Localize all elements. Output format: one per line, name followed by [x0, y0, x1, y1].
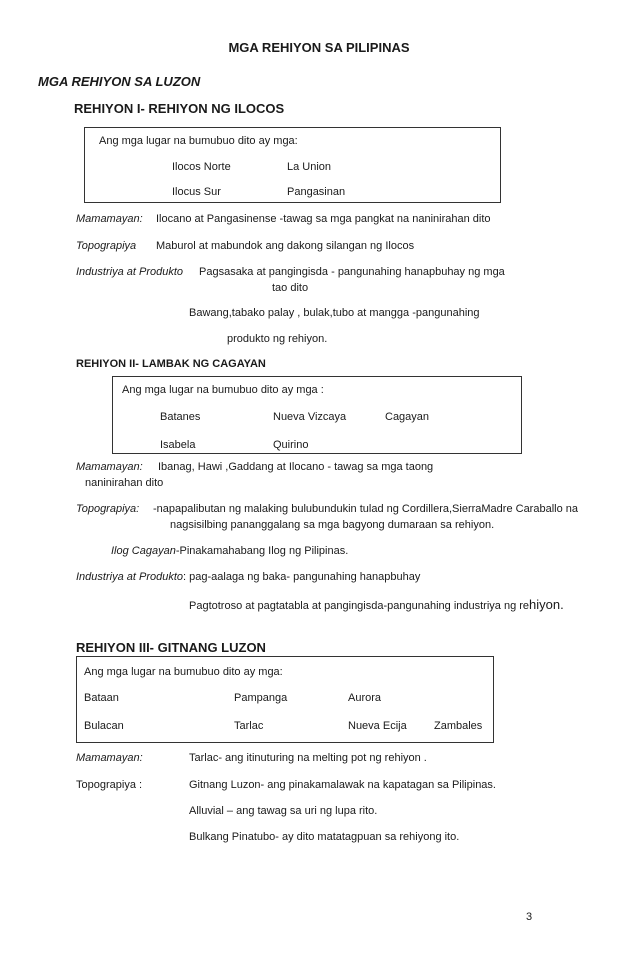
region-2-topo-label: Topograpiya: [76, 503, 140, 515]
region-3-place: Pampanga [234, 692, 288, 704]
region-2-industriya-label: Industriya at Produkto [76, 571, 184, 583]
region-2-mamamayan-label: Mamamayan: [76, 461, 143, 473]
region-1-place: Ilocos Norte [172, 161, 231, 173]
region-1-produkto-text: Bawang,tabako palay , bulak,tubo at mangga -pangunahing [189, 307, 480, 319]
region-3-place: Zambales [434, 720, 483, 732]
region-2-places-box [112, 376, 522, 454]
region-3-place: Bulacan [84, 720, 124, 732]
region-3-box-intro: Ang mga lugar na bumubuo dito ay mga: [84, 666, 283, 678]
region-3-mamamayan-label: Mamamayan: [76, 752, 143, 764]
region-3-alluvial-text: Alluvial – ang tawag sa uri ng lupa rito. [189, 805, 378, 817]
region-1-heading: REHIYON I- REHIYON NG ILOCOS [74, 101, 285, 116]
region-1-industriya-text: Pagsasaka at pangingisda - pangunahing hanapbuhay ng mga [199, 266, 505, 278]
region-2-industriya-text: : pag-aalaga ng baka- pangunahing hanapbuhay [183, 571, 421, 583]
region-1-place: Ilocus Sur [172, 186, 221, 198]
region-2-ilog-line [111, 545, 348, 557]
region-2-place: Nueva Vizcaya [273, 411, 347, 423]
region-3-heading: REHIYON III- GITNANG LUZON [76, 640, 266, 655]
region-2-place: Isabela [160, 439, 196, 451]
region-3-mamamayan-text: Tarlac- ang itinuturing na melting pot ng rehiyon . [189, 752, 427, 764]
region-2-mamamayan-text: Ibanag, Hawi ,Gaddang at Ilocano - tawag sa mga taong [158, 461, 434, 473]
region-2-place: Quirino [273, 439, 309, 451]
region-2-ilog-text: -Pinakamahabang Ilog ng Pilipinas. [175, 545, 349, 557]
region-1-place: Pangasinan [287, 186, 346, 198]
region-2-industriya-text-2a: Pagtotroso at pagtatabla at pangingisda-pangunahing industriya ng re [189, 600, 530, 612]
region-2-industriya-line [76, 571, 420, 583]
page-title: MGA REHIYON SA PILIPINAS [228, 40, 410, 55]
region-1-topo-label: Topograpiya [76, 240, 137, 252]
region-1-mamamayan-label: Mamamayan: [76, 213, 143, 225]
region-2-industriya-line-2 [189, 597, 564, 612]
region-2-mamamayan-text-2: naninirahan dito [85, 477, 164, 489]
region-2-topo-text-2: nagsisilbing pananggalang sa mga bagyong dumaraan sa rehiyon. [170, 519, 495, 531]
region-3-place: Aurora [348, 692, 382, 704]
region-3-place: Nueva Ecija [348, 720, 407, 732]
region-1-topo-text: Maburol at mabundok ang dakong silangan ng Ilocos [156, 240, 415, 252]
region-1-place: La Union [287, 161, 332, 173]
region-1-produkto-text-2: produkto ng rehiyon. [227, 333, 328, 345]
region-2-heading: REHIYON II- LAMBAK NG CAGAYAN [76, 358, 266, 370]
region-1-places-box [84, 127, 501, 203]
page-number: 3 [526, 911, 533, 923]
region-2-place: Batanes [160, 411, 201, 423]
region-3-pinatubo-text: Bulkang Pinatubo- ay dito matatagpuan sa rehiyong ito. [189, 831, 460, 843]
region-3-place: Tarlac [234, 720, 264, 732]
region-1-box-intro: Ang mga lugar na bumubuo dito ay mga: [99, 135, 298, 147]
region-2-industriya-text-2b: hiyon. [529, 597, 564, 612]
region-3-places-box [76, 656, 494, 743]
region-3-place: Bataan [84, 692, 119, 704]
region-3-topo-label: Topograpiya : [76, 779, 143, 791]
region-2-place: Cagayan [385, 411, 430, 423]
region-2-box-intro: Ang mga lugar na bumubuo dito ay mga : [122, 384, 324, 396]
section-heading: MGA REHIYON SA LUZON [38, 74, 201, 89]
region-3-topo-text: Gitnang Luzon- ang pinakamalawak na kapatagan sa Pilipinas. [189, 779, 496, 791]
region-2-ilog-label: Ilog Cagayan [111, 545, 176, 557]
region-1-industriya-label: Industriya at Produkto [76, 266, 184, 278]
region-1-industriya-text-2: tao dito [272, 282, 309, 294]
region-1-mamamayan-text: Ilocano at Pangasinense -tawag sa mga pangkat na naninirahan dito [156, 213, 491, 225]
region-2-topo-text: -napapalibutan ng malaking bulubundukin tulad ng Cordillera,SierraMadre Caraballo na [153, 503, 578, 515]
